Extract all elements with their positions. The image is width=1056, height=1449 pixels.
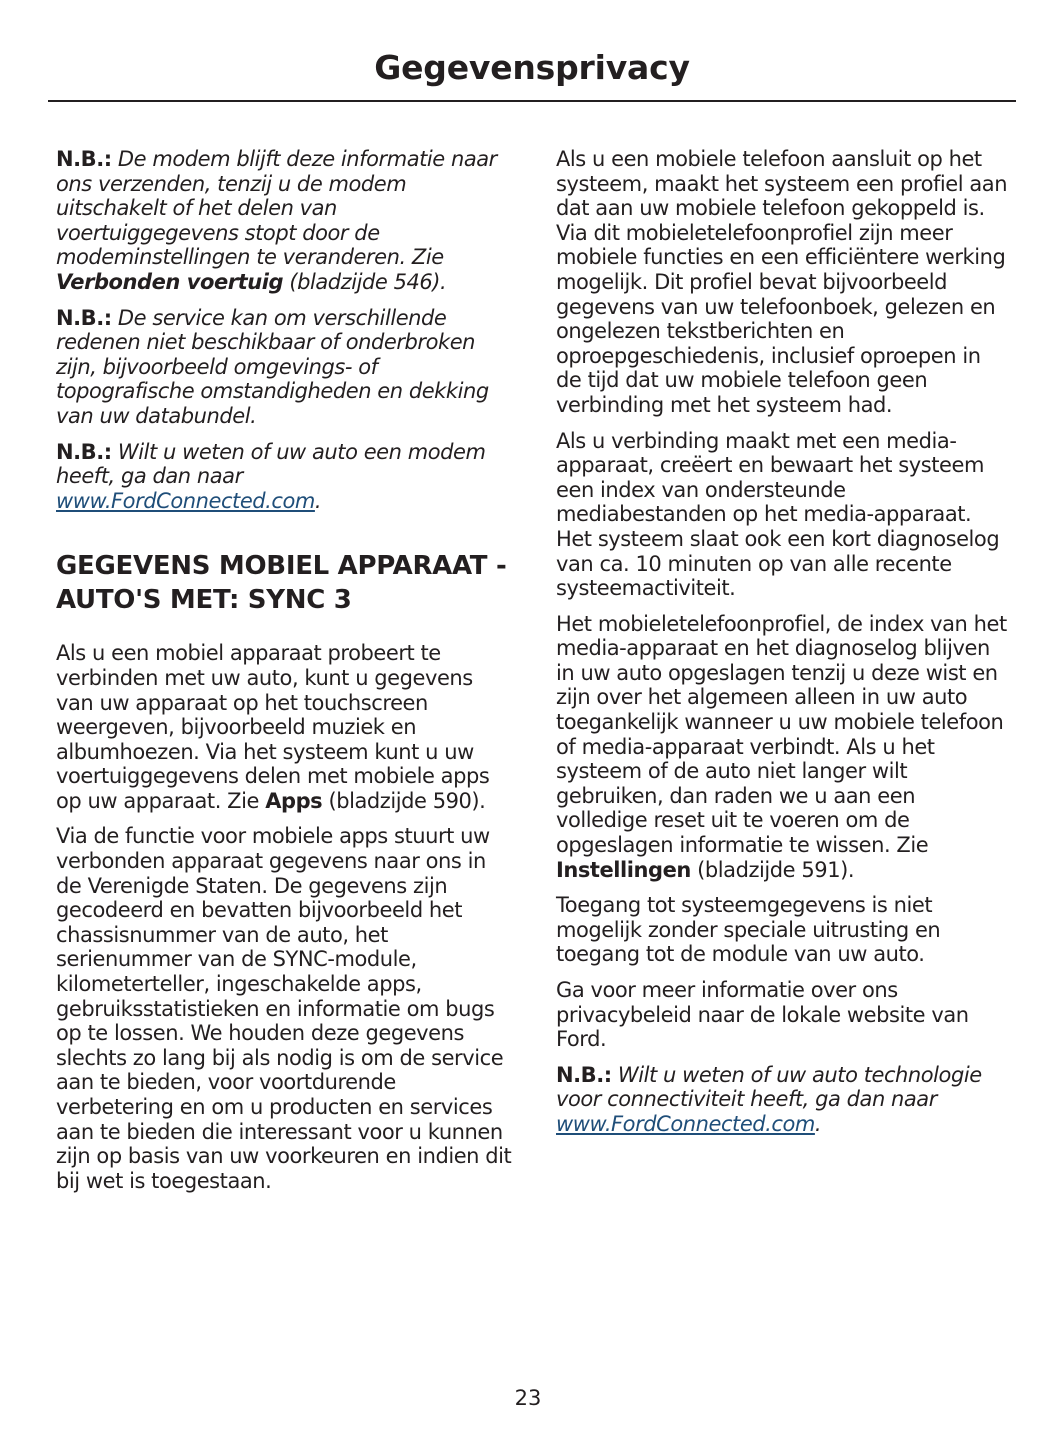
note-label: N.B.: xyxy=(556,1062,612,1087)
right-column xyxy=(556,147,1012,1148)
header-divider xyxy=(48,100,1016,102)
page-title: Gegevensprivacy xyxy=(374,48,690,87)
note-label: N.B.: xyxy=(56,305,112,330)
left-column xyxy=(56,147,512,1204)
fordconnected-link[interactable]: www.FordConnected.com xyxy=(556,1111,815,1136)
xref-instellingen[interactable]: Instellingen xyxy=(556,857,691,882)
xref-apps[interactable]: Apps xyxy=(265,788,323,813)
note-service-availability xyxy=(56,306,512,429)
paragraph-text: Als u een mobiel apparaat probeert te verbinden met uw auto, kunt u gegevens van uw apparaat op het touchscreen weergeven, bijvoorbeeld muziek en albumhoezen. Via het systeem kunt u uw voertuiggegevens delen met mobiele apps op uw apparaat. Zie xyxy=(56,641,490,813)
xref-verbonden-voertuig[interactable]: Verbonden voertuig xyxy=(56,269,284,294)
paragraph-text: Het mobieletelefoonprofiel, de index van het media-apparaat en het diagnoselog blijven in uw auto opgeslagen tenzij u deze wist en zijn over het algemeen alleen in uw auto toegankelijk wanneer u uw mobiele telefoon of media-apparaat verbindt. Als u het systeem of de auto niet langer wilt gebruiken, dan raden we u aan een volledige reset uit te voeren om de opgeslagen informatie te wissen. Zie xyxy=(556,611,1007,858)
xref-page: (bladzijde 591). xyxy=(697,857,855,882)
note-modem-info xyxy=(56,147,512,295)
note-text: De service kan om verschillende redenen niet beschikbaar of onderbroken zijn, bijvoorbeeld omgevings- of topografische omstandigheden en dekking van uw databundel. xyxy=(56,305,489,428)
page-number: 23 xyxy=(514,1386,542,1410)
note-text: De modem blijft deze informatie naar ons verzenden, tenzij u de modem uitschakelt of het delen van voertuiggegevens stopt door de modeminstellingen te veranderen. Zie xyxy=(56,147,497,270)
paragraph-phone-profile: Als u een mobiele telefoon aansluit op het systeem, maakt het systeem een profiel aan dat aan uw mobiele telefoon gekoppeld is. Via dit mobieletelefoonprofiel zijn meer mobiele functies en een efficiëntere werking mogelijk. Dit profiel bevat bijvoorbeeld gegevens van uw telefoonboek, gelezen en ongelezen tekstberichten en oproepgeschiedenis, inclusief oproepen in de tijd dat uw mobiele telefoon geen verbinding met het systeem had. xyxy=(556,147,1008,417)
paragraph-privacy-policy: Ga voor meer informatie over ons privacybeleid naar de lokale website van Ford. xyxy=(556,978,969,1052)
note-label: N.B.: xyxy=(56,439,112,464)
xref-page: (bladzijde 546). xyxy=(289,269,447,294)
paragraph-mobile-device xyxy=(56,641,512,813)
note-modem-check xyxy=(56,440,512,514)
xref-page: (bladzijde 590). xyxy=(328,788,486,813)
section-heading: GEGEVENS MOBIEL APPARAAT - AUTO'S MET: SYNC 3 xyxy=(56,551,507,616)
paragraph-system-access: Toegang tot systeemgegevens is niet mogelijk zonder speciale uitrusting en toegang tot de module van uw auto. xyxy=(556,893,941,967)
fordconnected-link[interactable]: www.FordConnected.com xyxy=(56,488,315,513)
paragraph-media-index: Als u verbinding maakt met een media-apparaat, creëert en bewaart het systeem een index van ondersteunde mediabestanden op het media-apparaat. Het systeem slaat ook een kort diagnoselog van ca. 10 minuten op van alle recente systeemactiviteit. xyxy=(556,428,1000,601)
note-text: Wilt u weten of uw auto een modem heeft, ga dan naar xyxy=(56,439,486,489)
link-suffix: . xyxy=(814,1111,822,1136)
paragraph-mobile-apps: Via de functie voor mobiele apps stuurt uw verbonden apparaat gegevens naar ons in de Verenigde Staten. De gegevens zijn gecodeerd en bevatten bijvoorbeeld het chassisnummer van de auto, het serienummer van de SYNC-module, kilometerteller, ingeschakelde apps, gebruiksstatistieken en informatie om bugs op te lossen. We houden deze gegevens slechts zo lang bij als nodig is om de service aan te bieden, voor voortdurende verbetering en om u producten en services aan te bieden die interessant voor u kunnen zijn op basis van uw voorkeuren en indien dit bij wet is toegestaan. xyxy=(56,824,512,1193)
note-label: N.B.: xyxy=(56,147,112,171)
note-connectivity-check xyxy=(556,1063,1012,1137)
link-suffix: . xyxy=(314,488,322,513)
note-text: Wilt u weten of uw auto technologie voor connectiviteit heeft, ga dan naar xyxy=(556,1062,982,1112)
paragraph-data-retention xyxy=(556,612,1012,883)
